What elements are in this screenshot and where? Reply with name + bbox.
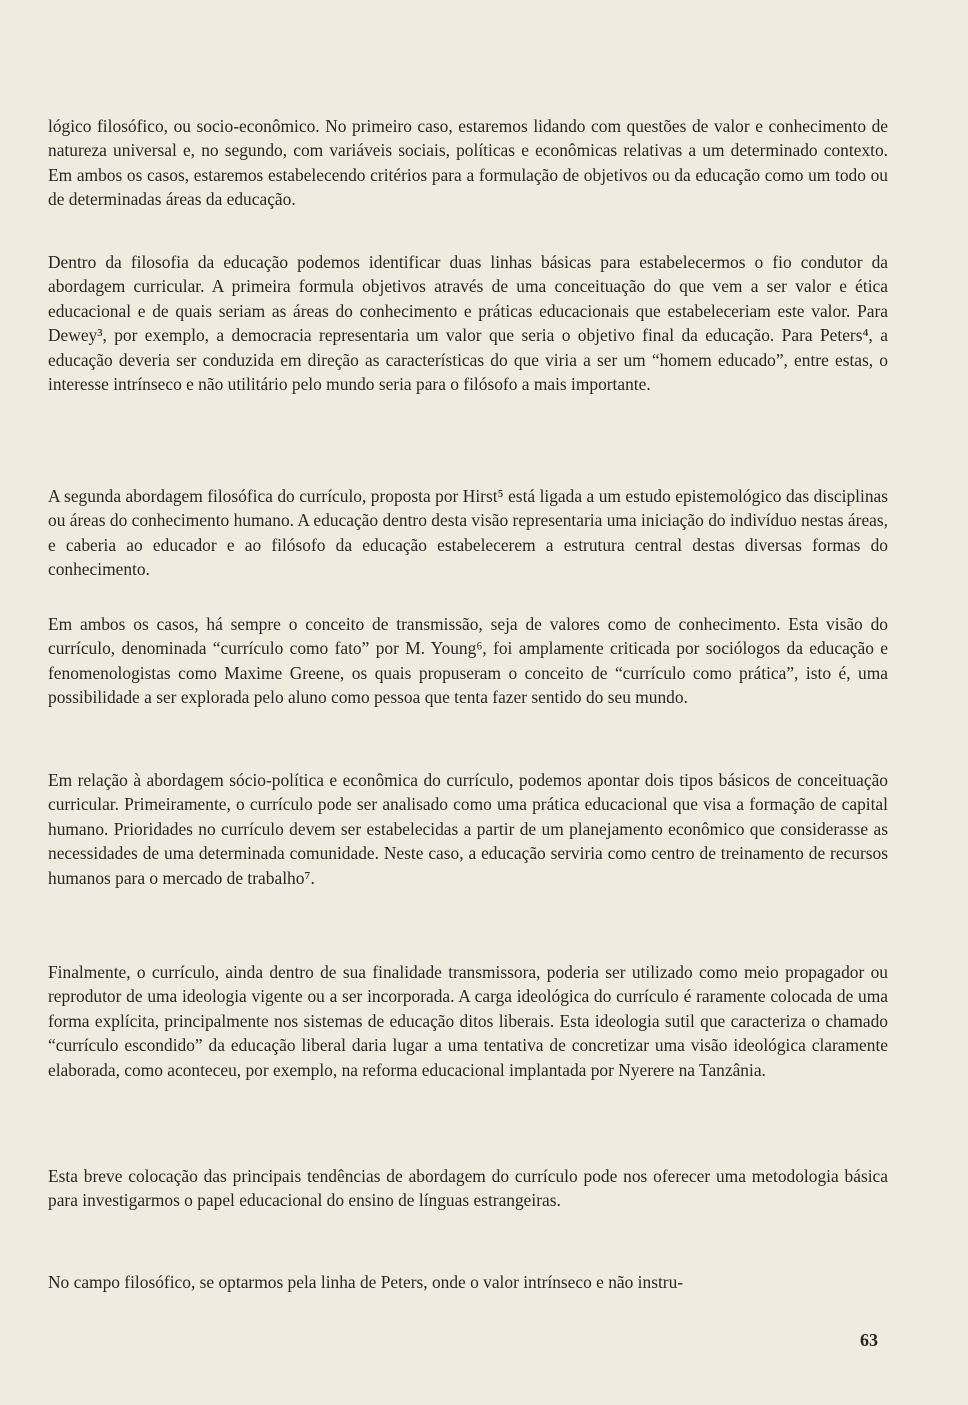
paragraph-7: Esta breve colocação das principais tendências de abordagem do currículo pode nos oferecer uma metodologia básica para investigarmos o papel educacional do ensino de línguas estrangeiras.: [48, 1166, 888, 1211]
paragraph-8: No campo filosófico, se optarmos pela linha de Peters, onde o valor intrínseco e não instru-: [48, 1272, 684, 1292]
paragraph-5: Em relação à abordagem sócio-política e econômica do currículo, podemos apontar dois tipos básicos de conceituação curricular. Primeiramente, o currículo pode ser analisado como uma prática educacional que visa a formação de capital humano. Prioridades no currículo devem ser estabelecidas a partir de um planejamento econômico que considerasse as necessidades de uma determinada comunidade. Neste caso, a educação serviria como centro de treinamento de recursos humanos para o mercado de trabalho⁷.: [48, 770, 888, 888]
paragraph-6: Finalmente, o currículo, ainda dentro de sua finalidade transmissora, poderia ser utilizado como meio propagador ou reprodutor de uma ideologia vigente ou a ser incorporada. A carga ideológica do currículo é raramente colocada de uma forma explícita, principalmente nos sistemas de educação ditos liberais. Esta ideologia sutil que caracteriza o chamado “currículo escondido” da educação liberal daria lugar a uma tentativa de concretizar uma visão ideológica claramente elaborada, como aconteceu, por exemplo, na reforma educacional implantada por Nyerere na Tanzânia.: [48, 962, 888, 1080]
page-number: 63: [860, 1330, 878, 1350]
paragraph-2: Dentro da filosofia da educação podemos identificar duas linhas básicas para estabelecermos o fio condutor da abordagem curricular. A primeira formula objetivos através de uma conceituação do que vem a ser valor e ética educacional e de quais seriam as áreas do conhecimento e práticas educacionais que estabeleceriam este valor. Para Dewey³, por exemplo, a democracia representaria um valor que seria o objetivo final da educação. Para Peters⁴, a educação deveria ser conduzida em direção as características do que viria a ser um “homem educado”, entre estas, o interesse intrínseco e não utilitário pelo mundo seria para o filósofo a mais importante.: [48, 252, 888, 395]
paragraph-3: A segunda abordagem filosófica do currículo, proposta por Hirst⁵ está ligada a um estudo epistemológico das disciplinas ou áreas do conhecimento humano. A educação dentro desta visão representaria uma iniciação do indivíduo nestas áreas, e caberia ao educador e ao filósofo da educação estabelecerem a estrutura central destas diversas formas do conhecimento.: [48, 486, 888, 580]
paragraph-4: Em ambos os casos, há sempre o conceito de transmissão, seja de valores como de conhecimento. Esta visão do currículo, denominada “currículo como fato” por M. Young⁶, foi amplamente criticada por sociólogos da educação e fenomenologistas como Maxime Greene, os quais propuseram o conceito de “currículo como prática”, isto é, uma possibilidade a ser explorada pelo aluno como pessoa que tenta fazer sentido do seu mundo.: [48, 614, 888, 708]
paragraph-1: lógico filosófico, ou socio-econômico. No primeiro caso, estaremos lidando com questões de valor e conhecimento de natureza universal e, no segundo, com variáveis sociais, políticas e econômicas relativas a um determinado contexto. Em ambos os casos, estaremos estabelecendo critérios para a formulação de objetivos ou da educação como um todo ou de determinadas áreas da educação.: [48, 116, 888, 210]
